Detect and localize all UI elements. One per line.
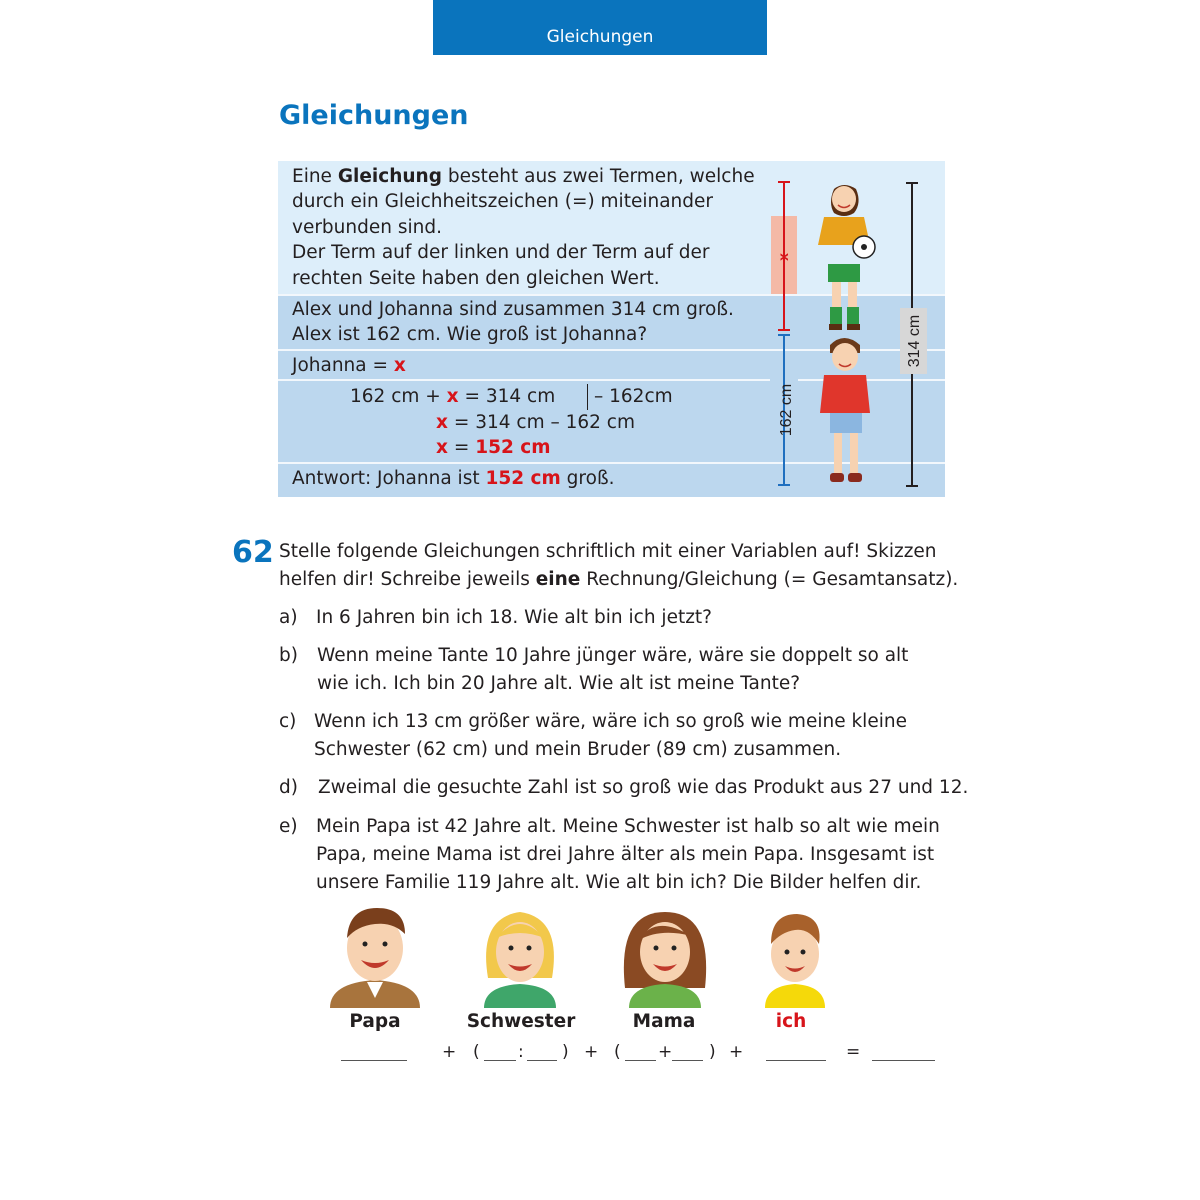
mama-portrait — [624, 912, 706, 1008]
height-figure — [758, 169, 945, 497]
example-line: Alex ist 162 cm. Wie groß ist Johanna? — [292, 324, 648, 345]
item-text: Schwester (62 cm) und mein Bruder (89 cm) zusammen. — [314, 739, 842, 760]
calc-row-2: x = 314 cm – 162 cm — [436, 412, 635, 433]
schwester-portrait — [484, 912, 556, 1008]
item-label: a) — [279, 607, 298, 628]
item-text: unsere Familie 119 Jahre alt. Wie alt bin ich? Die Bilder helfen dir. — [316, 872, 922, 893]
colon-sign: : — [518, 1042, 524, 1062]
blank-ich[interactable] — [766, 1060, 826, 1061]
blank-papa[interactable] — [341, 1060, 407, 1061]
variable-definition: Johanna = x — [292, 355, 406, 376]
plus-sign: + — [584, 1042, 599, 1062]
task-intro — [279, 538, 958, 594]
definition-line: Der Term auf der linken und der Term auf der — [292, 242, 710, 263]
plus-sign: + — [658, 1042, 673, 1062]
item-text: Wenn meine Tante 10 Jahre jünger wäre, wäre sie doppelt so alt — [317, 645, 909, 666]
item-text: Wenn ich 13 cm größer wäre, wäre ich so groß wie meine kleine — [314, 711, 907, 732]
blank-schwester-2[interactable] — [527, 1060, 557, 1061]
label-314: 314 cm — [906, 314, 923, 368]
label-schwester: Schwester — [466, 1011, 576, 1032]
calc-operation: – 162cm — [587, 384, 673, 410]
blank-mama-1[interactable] — [625, 1060, 656, 1061]
blank-schwester-1[interactable] — [484, 1060, 516, 1061]
boy-illustration — [820, 338, 870, 482]
calc-row-1: 162 cm + x = 314 cm — [350, 386, 556, 407]
definition-line: durch ein Gleichheitszeichen (=) miteinander — [292, 191, 713, 212]
open-paren: ( — [614, 1042, 621, 1062]
header-tab — [433, 0, 767, 55]
plus-sign: + — [729, 1042, 744, 1062]
page-title: Gleichungen — [279, 100, 469, 131]
task-number: 62 — [232, 535, 274, 570]
item-label: e) — [279, 816, 298, 837]
label-162: 162 cm — [778, 383, 795, 437]
blank-total[interactable] — [872, 1060, 935, 1061]
label-ich: ich — [775, 1011, 807, 1032]
close-paren: ) — [709, 1042, 716, 1062]
family-illustrations — [320, 908, 940, 1008]
definition-line: Eine Gleichung besteht aus zwei Termen, welche — [292, 166, 755, 187]
girl-illustration — [818, 185, 875, 330]
papa-portrait — [330, 908, 420, 1008]
item-label: d) — [279, 777, 298, 798]
item-label: c) — [279, 711, 297, 732]
ich-portrait — [765, 914, 825, 1008]
task-intro-line: Stelle folgende Gleichungen schriftlich mit einer Variablen auf! Skizzen — [279, 541, 937, 562]
calc-row-3: x = 152 cm — [436, 437, 551, 458]
label-mama: Mama — [632, 1011, 696, 1032]
open-paren: ( — [473, 1042, 480, 1062]
item-text: wie ich. Ich bin 20 Jahre alt. Wie alt ist meine Tante? — [317, 673, 801, 694]
blank-mama-2[interactable] — [672, 1060, 703, 1061]
header-tab-title: Gleichungen — [546, 27, 654, 47]
equals-sign: = — [846, 1042, 861, 1062]
item-text: Zweimal die gesuchte Zahl ist so groß wie das Produkt aus 27 und 12. — [318, 777, 969, 798]
definition-line: verbunden sind. — [292, 217, 442, 238]
task-intro-line: helfen dir! Schreibe jeweils eine Rechnung/Gleichung (= Gesamtansatz). — [279, 569, 959, 590]
item-text: In 6 Jahren bin ich 18. Wie alt bin ich jetzt? — [316, 607, 712, 628]
item-text: Papa, meine Mama ist drei Jahre älter als mein Papa. Insgesamt ist — [316, 844, 935, 865]
item-label: b) — [279, 645, 298, 666]
example-line: Alex und Johanna sind zusammen 314 cm groß. — [292, 299, 734, 320]
plus-sign: + — [442, 1042, 457, 1062]
answer-line: Antwort: Johanna ist 152 cm groß. — [292, 468, 615, 489]
label-papa: Papa — [349, 1011, 401, 1032]
item-text: Mein Papa ist 42 Jahre alt. Meine Schwester ist halb so alt wie mein — [316, 816, 940, 837]
label-x: x — [775, 253, 791, 261]
info-box — [278, 161, 945, 497]
close-paren: ) — [562, 1042, 569, 1062]
definition-line: rechten Seite haben den gleichen Wert. — [292, 268, 660, 289]
